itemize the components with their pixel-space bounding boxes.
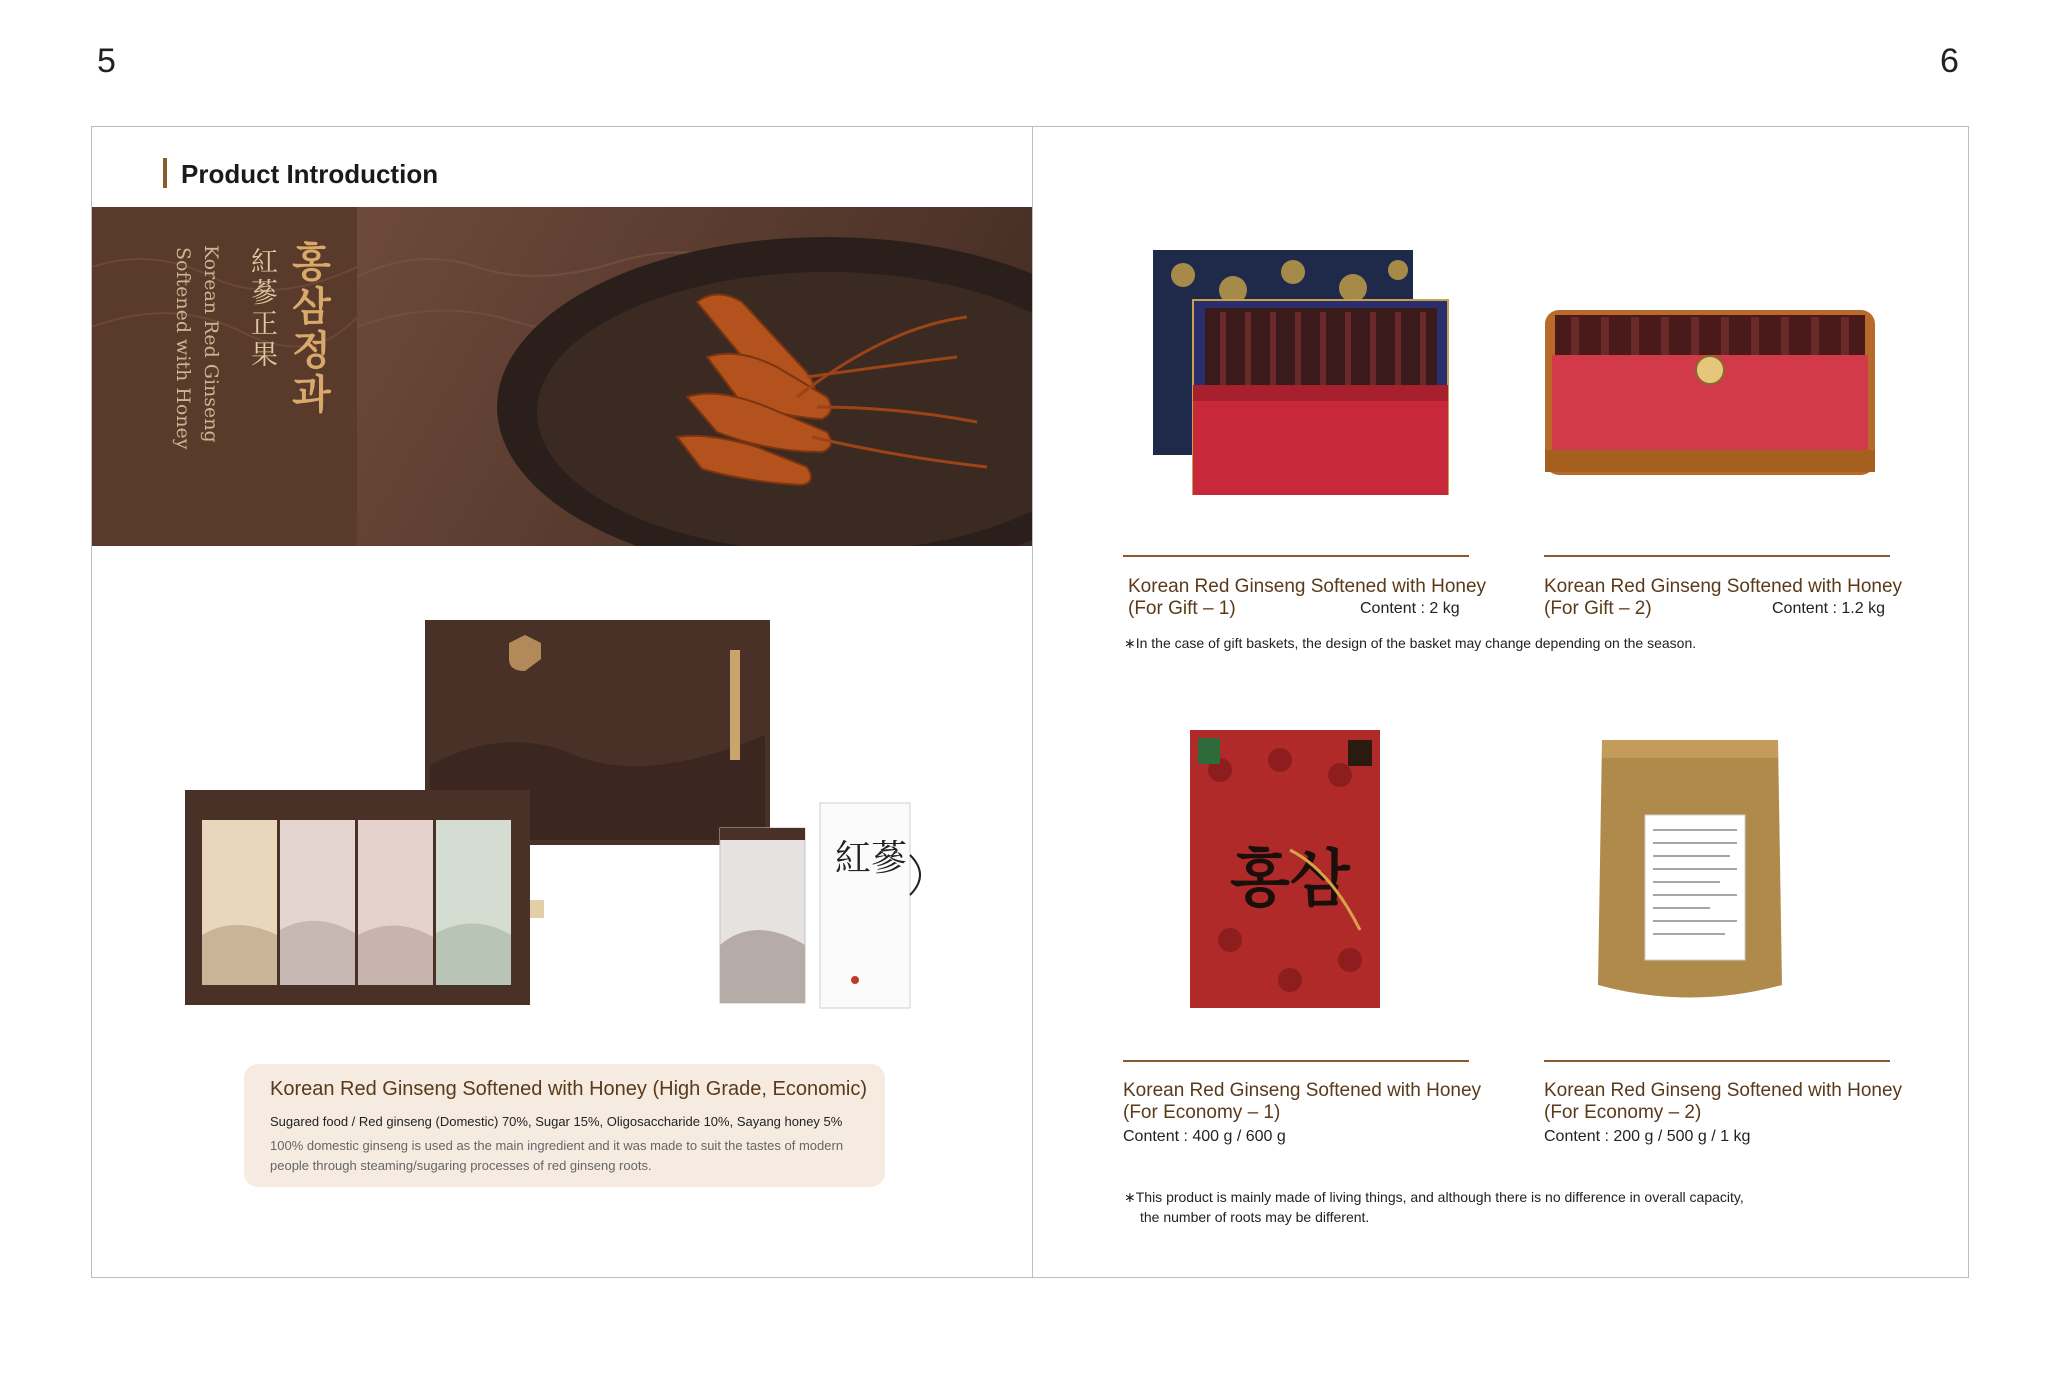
product-1-name-line1: Korean Red Ginseng Softened with Honey: [1128, 576, 1487, 597]
product-4-rule: [1544, 1060, 1890, 1062]
economy-2-pouch-illustration: [1590, 735, 1790, 1005]
ginseng-plate-illustration: [357, 207, 1032, 546]
hero-korean-title: 홍삼정과: [286, 241, 330, 417]
product-4-content: Content : 200 g / 500 g / 1 kg: [1544, 1128, 1751, 1145]
product-2-content: Content : 1.2 kg: [1772, 600, 1885, 617]
product-3-rule: [1123, 1060, 1469, 1062]
main-product-info-box: [244, 1064, 885, 1187]
economy-1-image: [1190, 730, 1380, 1010]
hero-hanja-title: 紅蔘正果: [246, 247, 277, 371]
title-accent-bar: [163, 158, 167, 188]
product-3-name-line1: Korean Red Ginseng Softened with Honey: [1123, 1080, 1482, 1101]
product-4-name-line2: (For Economy – 2): [1544, 1102, 1702, 1123]
hero-title-panel: [92, 207, 357, 546]
product-3-name: [1123, 1080, 1481, 1124]
main-product-title: Korean Red Ginseng Softened with Honey (High Grade, Economic): [270, 1078, 867, 1100]
gift-1-image: [1153, 250, 1453, 495]
gift-1-box-illustration: [1153, 250, 1453, 495]
product-2-name-line2: (For Gift – 2): [1544, 598, 1652, 619]
hero-english-line1: Korean Red Ginseng: [200, 245, 222, 443]
product-1-content: Content : 2 kg: [1360, 600, 1460, 617]
section-title-text: Product Introduction: [181, 159, 439, 189]
gift-2-basket-illustration: [1540, 305, 1880, 480]
economy-1-box-label: 홍삼: [1230, 842, 1350, 915]
economy-1-box-illustration: [1190, 730, 1380, 1010]
product-4-name-line1: Korean Red Ginseng Softened with Honey: [1544, 1080, 1903, 1101]
page-number-right: 6: [1940, 42, 1959, 80]
hero-ginseng-photo: [357, 207, 1032, 546]
product-3-content: Content : 400 g / 600 g: [1123, 1128, 1286, 1145]
gift-box-hanja-label: 紅蔘: [835, 838, 908, 879]
page-number-left: 5: [97, 42, 116, 80]
main-product-description: 100% domestic ginseng is used as the main ingredient and it was made to suit the tastes of modern people through steaming/sugaring processes of red ginseng roots.: [270, 1138, 844, 1173]
hero-banner: [92, 207, 1032, 546]
gift-boxes-image: [175, 615, 935, 1015]
product-4-name: [1544, 1080, 1902, 1124]
main-product-ingredients: Sugared food / Red ginseng (Domestic) 70%, Sugar 15%, Oligosaccharide 10%, Sayang honey 5%: [270, 1114, 843, 1129]
product-3-name-line2: (For Economy – 1): [1123, 1102, 1281, 1123]
economy-note: [1124, 1187, 1744, 1227]
product-1-name-line2: (For Gift – 1): [1128, 598, 1236, 619]
section-title: [163, 158, 438, 190]
hero-english-line2: Softened with Honey: [172, 247, 194, 450]
product-1-rule: [1123, 555, 1469, 557]
gift-basket-note: ∗In the case of gift baskets, the design of the basket may change depending on the season.: [1124, 635, 1697, 651]
economy-note-line1: ∗This product is mainly made of living things, and although there is no difference in overall capacity,: [1124, 1189, 1744, 1205]
gift-set-illustration: [175, 615, 935, 1015]
economy-note-line2: the number of roots may be different.: [1140, 1209, 1370, 1225]
page-divider: [1032, 126, 1033, 1278]
product-2-rule: [1544, 555, 1890, 557]
economy-2-image: [1590, 735, 1790, 1005]
product-2-name-line1: Korean Red Ginseng Softened with Honey: [1544, 576, 1903, 597]
gift-2-image: [1540, 305, 1880, 480]
